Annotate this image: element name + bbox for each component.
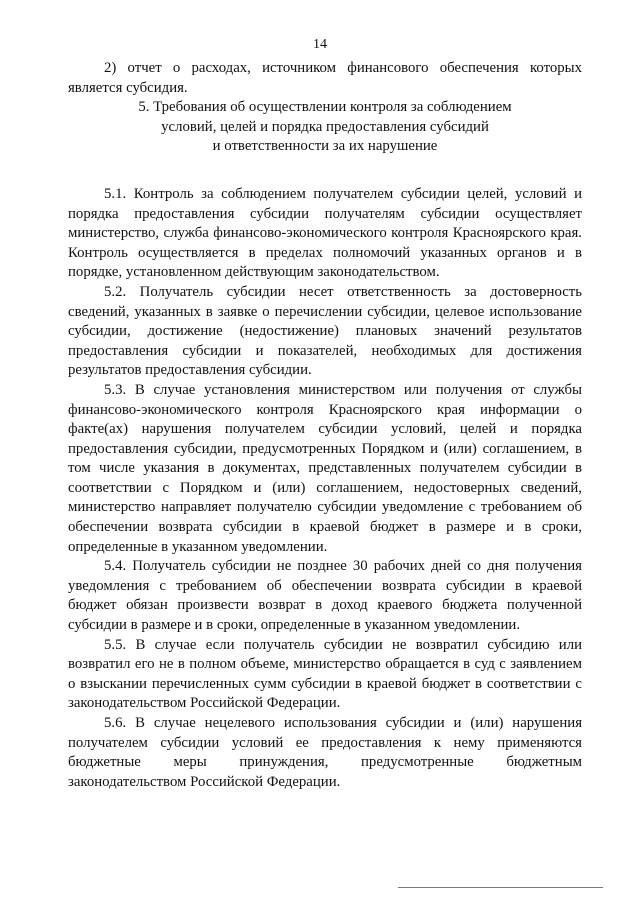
section-heading	[68, 98, 582, 157]
page-number: 14	[313, 37, 327, 52]
paragraph-5-6: 5.6. В случае нецелевого использования субсидии и (или) нарушения получателем субсидии условий ее предоставления к нему применяются бюджетные меры принуждения, предусмотренные бюджетным законодательством Российской Федерации.	[68, 715, 582, 790]
intro-paragraph: 2) отчет о расходах, источником финансового обеспечения которых является субсидия.	[68, 60, 582, 96]
paragraph-5-5: 5.5. В случае если получатель субсидии не возвратил субсидию или возвратил его не в полном объеме, министерство обращается в суд с заявлением о взыскании перечисленных сумм субсидии в краевой бюджет в соответствии с законодательством Российской Федерации.	[68, 636, 582, 712]
footer-divider	[398, 887, 603, 888]
paragraph-5-4: 5.4. Получатель субсидии не позднее 30 рабочих дней со дня получения уведомления с требованием об обеспечении возврата субсидии в краевой бюджет обязан произвести возврат в доход краевого бюджета полученной субсидии в размере и в сроки, определенные в указанном уведомлении.	[68, 558, 582, 634]
paragraph-5-1: 5.1. Контроль за соблюдением получателем субсидии целей, условий и порядка предоставления субсидии получателям субсидии осуществляет министерство, служба финансово-экономического контроля Красноярского края. Контроль осуществляется в пределах полномочий указанных органов и в порядке, установленном действующим законодательством.	[68, 185, 582, 281]
section-heading-line: и ответственности за их нарушение	[212, 138, 438, 155]
section-heading-line: условий, целей и порядка предоставления субсидий	[161, 118, 489, 135]
paragraph-5-3: 5.3. В случае установления министерством или получения от службы финансово-экономического контроля Красноярского края информации о факте(ах) нарушения получателем субсидии условий, целей и порядка предоставления субсидии, предусмотренных Порядком и (или) соглашением, в том числе указания в документах, представленных получателем субсидии в соответствии с Порядком и (или) соглашением, недостоверных сведений, министерство направляет получателю субсидии уведомление с требованием об обеспечении возврата субсидии в краевой бюджет в размере и в сроки, определенные в указанном уведомлении.	[68, 381, 582, 555]
document-body	[68, 59, 582, 792]
paragraph-5-2: 5.2. Получатель субсидии несет ответственность за достоверность сведений, указанных в заявке о перечислении субсидии, целевое использование субсидии, достижение (недостижение) плановых значений результатов предоставления субсидии и показателей, необходимых для достижения результатов предоставления субсидии.	[68, 283, 582, 379]
section-heading-line: 5. Требования об осуществлении контроля за соблюдением	[138, 99, 512, 116]
